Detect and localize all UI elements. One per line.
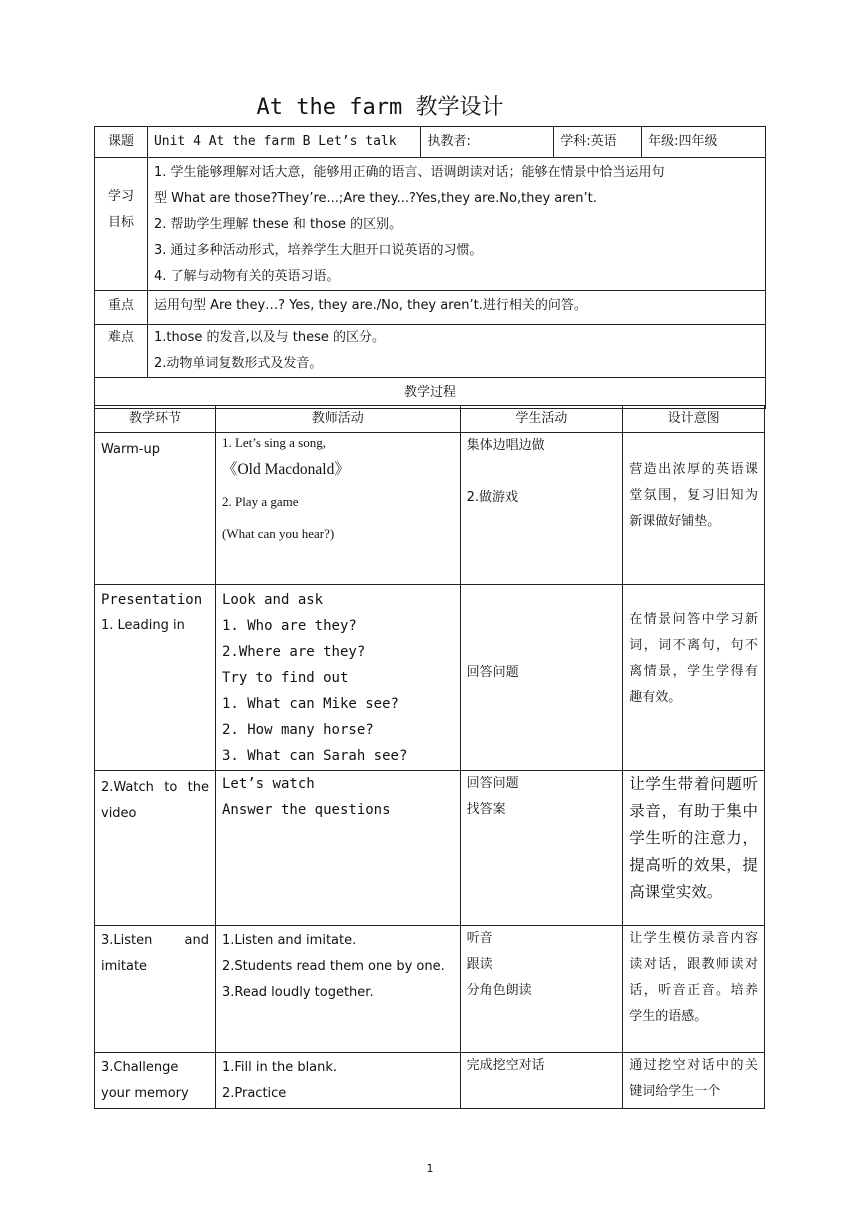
course-value: Unit 4 At the farm B Let’s talk — [147, 127, 421, 158]
student-line: 回答问题 — [466, 664, 519, 680]
student-cell — [460, 585, 623, 771]
stage-cell — [95, 585, 216, 771]
student-cell — [460, 433, 623, 585]
teacher-line: 1. Let’s sing a song, — [221, 435, 326, 450]
objective-line: 4. 了解与动物有关的英语习语。 — [153, 269, 340, 284]
teacher-line: Let’s watch — [221, 776, 315, 792]
key-point-label: 重点 — [95, 291, 148, 325]
info-table — [94, 126, 766, 409]
teacher-line: 1. Who are they? — [221, 618, 357, 634]
objective-line: 1. 学生能够理解对话大意，能够用正确的语言、语调朗读对话；能够在情景中恰当运用句 — [153, 165, 665, 180]
intent-cell: 营造出浓厚的英语课堂氛围，复习旧知为新课做好铺垫。 — [623, 433, 765, 585]
teacher-line: 《Old Macdonald》 — [221, 461, 350, 478]
student-cell — [460, 1053, 623, 1109]
teacher-line: 1.Listen and imitate. — [221, 933, 357, 948]
table-row — [95, 433, 765, 585]
teacher-line: 2.Practice — [221, 1086, 287, 1101]
teacher-line: (What can you hear?) — [221, 526, 335, 541]
intent-cell: 让学生带着问题听录音，有助于集中学生听的注意力，提高听的效果，提高课堂实效。 — [623, 771, 765, 926]
student-cell — [460, 771, 623, 926]
objective-line: 型 What are those?They’re...;Are they...?Yes,they are.No,they aren’t. — [153, 191, 597, 206]
stage-text: 3.Listen and imitate — [101, 933, 209, 974]
teacher-line: Try to find out — [221, 670, 349, 686]
objective-line: 2. 帮助学生理解 these 和 those 的区别。 — [153, 217, 403, 232]
student-line: 完成挖空对话 — [466, 1058, 545, 1073]
objectives-content — [147, 158, 765, 291]
grade-cell: 年级:四年级 — [642, 127, 766, 158]
column-header: 教学环节 — [95, 406, 216, 433]
stage-cell — [95, 1053, 216, 1109]
stage-cell — [95, 926, 216, 1053]
student-line: 集体边唱边做 — [466, 438, 545, 453]
table-row — [95, 1053, 765, 1109]
stage-text: Warm-up — [101, 442, 160, 457]
teacher-cell — [215, 926, 460, 1053]
teacher-cell — [215, 433, 460, 585]
subject-cell: 学科:英语 — [554, 127, 642, 158]
objectives-label-1: 学习 — [107, 189, 134, 204]
difficulty-line: 1.those 的发音,以及与 these 的区分。 — [153, 330, 386, 345]
objectives-label — [95, 158, 148, 291]
difficulty-line: 2.动物单词复数形式及发音。 — [153, 356, 323, 371]
student-line: 分角色朗读 — [466, 983, 532, 998]
stage-text: 2.Watch to the video — [101, 780, 209, 821]
intent-cell: 在情景问答中学习新词，词不离句，句不离情景，学生学得有趣有效。 — [623, 585, 765, 771]
teacher-line: 3.Read loudly together. — [221, 985, 374, 1000]
header-row — [95, 127, 766, 158]
key-point-text: 运用句型 Are they…? Yes, they are./No, they aren’t.进行相关的问答。 — [147, 291, 765, 325]
teacher-line: 1.Fill in the blank. — [221, 1060, 338, 1075]
column-header: 学生活动 — [460, 406, 623, 433]
document-title: At the farm 教学设计 — [256, 95, 504, 120]
student-line — [467, 459, 617, 485]
stage-text: 3.Challenge your memory — [101, 1060, 189, 1101]
teacher-line: 3. What can Sarah see? — [221, 748, 408, 764]
intent-cell: 让学生模仿录音内容读对话，跟教师读对话，听音正音。培养学生的语感。 — [623, 926, 765, 1053]
table-row — [95, 585, 765, 771]
teacher-line: 2.Students read them one by one. — [221, 959, 445, 974]
table-row — [95, 771, 765, 926]
student-line: 跟读 — [466, 957, 493, 972]
difficulty-label: 难点 — [95, 325, 148, 378]
objectives-row — [95, 158, 766, 291]
stage-cell — [95, 433, 216, 585]
teacher-label: 执教者: — [421, 127, 554, 158]
column-header: 设计意图 — [623, 406, 765, 433]
stage-cell — [95, 771, 216, 926]
student-line: 2.做游戏 — [466, 490, 518, 505]
process-title: 教学过程 — [95, 378, 766, 409]
student-line: 听音 — [466, 931, 493, 946]
difficulty-row — [95, 325, 766, 378]
objective-line: 3. 通过多种活动形式，培养学生大胆开口说英语的习惯。 — [153, 243, 483, 258]
course-label: 课题 — [95, 127, 148, 158]
teacher-line: 2. Play a game — [221, 494, 299, 509]
teacher-cell — [215, 771, 460, 926]
key-point-row — [95, 291, 766, 325]
student-cell — [460, 926, 623, 1053]
process-title-row — [95, 378, 766, 409]
student-line: 回答问题 — [466, 776, 519, 791]
teacher-line: 1. What can Mike see? — [221, 696, 399, 712]
teacher-cell — [215, 585, 460, 771]
stage-text: Presentation — [101, 592, 203, 608]
table-row — [95, 926, 765, 1053]
process-table — [94, 405, 765, 1109]
teacher-cell — [215, 1053, 460, 1109]
teacher-line: 2. How many horse? — [221, 722, 374, 738]
intent-cell: 通过挖空对话中的关键词给学生一个 — [623, 1053, 765, 1109]
teacher-line: Answer the questions — [221, 802, 391, 818]
teacher-line: 2.Where are they? — [221, 644, 366, 660]
column-header: 教师活动 — [215, 406, 460, 433]
teacher-line: Look and ask — [221, 592, 324, 608]
stage-text: 1. Leading in — [101, 618, 185, 633]
page-number: 1 — [426, 1162, 434, 1175]
student-line: 找答案 — [466, 802, 506, 817]
difficulty-content — [147, 325, 765, 378]
objectives-label-2: 目标 — [107, 215, 134, 230]
process-header-row — [95, 406, 765, 433]
